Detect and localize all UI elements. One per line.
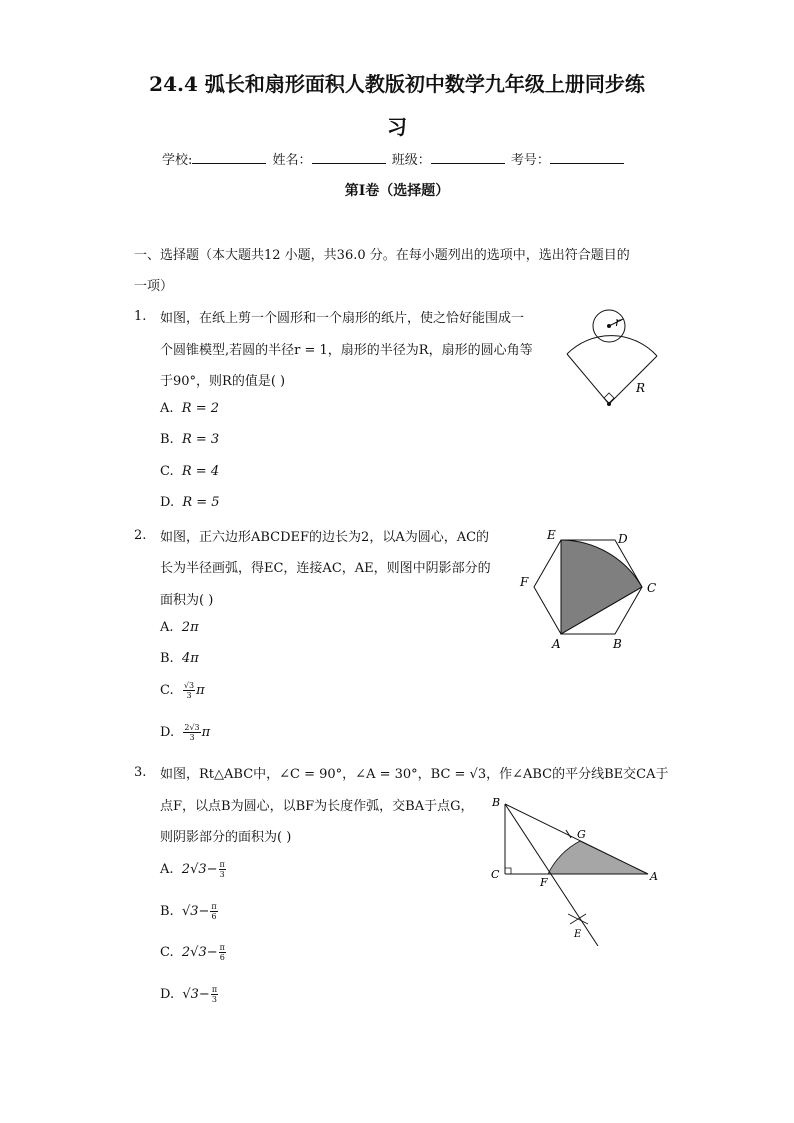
q3-label-B: B — [492, 796, 501, 809]
q1-number: 1. — [134, 309, 147, 324]
q2-line2: 长为半径画弧，得EC，连接AC，AE，则图中阴影部分的 — [160, 561, 491, 576]
q1-figure-sector-arc — [567, 336, 657, 356]
q3-label-C: C — [491, 868, 500, 881]
q2-label-F: F — [520, 575, 529, 589]
q3-label-G: G — [577, 828, 586, 841]
exam-no-label: 考号： — [510, 153, 550, 168]
q2-option-a[interactable]: A. 2π — [160, 620, 199, 635]
class-blank[interactable] — [431, 151, 505, 164]
q2-label-E: E — [547, 528, 556, 542]
q1-option-b[interactable]: B. R = 3 — [160, 432, 220, 447]
q3-number: 3. — [134, 765, 147, 780]
exam-no-blank[interactable] — [550, 151, 624, 164]
section-header-line2: 一项） — [134, 279, 174, 294]
doc-title-line2: 习 — [387, 115, 407, 139]
q3-figure-right-angle-mark — [505, 868, 511, 874]
name-label: 姓名： — [272, 153, 312, 168]
q1-option-a[interactable]: A. R = 2 — [160, 401, 220, 416]
q1-line1: 如图，在纸上剪一个圆形和一个扇形的纸片，使之恰好能围成一 — [160, 311, 525, 326]
doc-title-line1: 24.4 弧长和扇形面积人教版初中数学九年级上册同步练 — [149, 72, 645, 96]
q1-line2: 个圆锥模型,若圆的半径r = 1，扇形的半径为R，扇形的圆心角等 — [160, 343, 533, 358]
q2-line1: 如图，正六边形ABCDEF的边长为2，以A为圆心，AC的 — [160, 530, 490, 545]
q3-line1: 如图，Rt△ABC中，∠C = 90°，∠A = 30°，BC = √3，作∠ABC的平分线BE交CA于 — [160, 767, 669, 782]
q3-figure-bisector-be — [505, 804, 598, 946]
q1-line3: 于90°，则R的值是( ) — [160, 374, 286, 389]
part-title: 第Ⅰ卷（选择题） — [344, 183, 450, 199]
q2-option-b[interactable]: B. 4π — [160, 651, 199, 666]
q1-figure-cone-net — [562, 306, 662, 414]
q3-option-a[interactable]: A. 2√3− $\frac{\pi}{3}$ — [160, 860, 225, 879]
q2-option-c[interactable]: C. $\frac{√3}{3}$ π — [160, 681, 205, 700]
q2-option-d[interactable]: D. $\frac{2√3}{3}$ π — [160, 723, 211, 742]
q2-figure-shaded-sector — [561, 540, 642, 634]
q3-label-F: F — [540, 876, 548, 889]
class-label: 班级： — [391, 153, 431, 168]
section-header-line1: 一、选择题（本大题共12 小题，共36.0 分。在每小题列出的选项中，选出符合题目的 — [134, 248, 630, 263]
q1-figure-sector-center — [607, 402, 611, 406]
q2-label-B: B — [613, 637, 622, 651]
q3-line2: 点F，以点B为圆心，以BF为长度作弧，交BA于点G， — [160, 799, 474, 814]
q2-label-C: C — [647, 581, 657, 595]
q2-label-D: D — [618, 532, 628, 546]
q1-label-R: R — [636, 381, 646, 395]
q1-figure-right-angle-mark — [604, 393, 614, 403]
q3-figure-shaded-region — [548, 841, 648, 874]
q3-figure-triangle — [488, 796, 668, 946]
q3-line3: 则阴影部分的面积为( ) — [160, 830, 292, 845]
school-label: 学校: — [162, 153, 193, 168]
q1-label-r: r — [615, 315, 621, 329]
school-blank[interactable] — [192, 151, 266, 164]
student-info-fields — [162, 149, 626, 168]
q1-option-d[interactable]: D. R = 5 — [160, 495, 220, 510]
q1-option-c[interactable]: C. R = 4 — [160, 464, 220, 479]
q2-number: 2. — [134, 528, 147, 543]
q1-figure-sector-side-right — [609, 356, 657, 404]
q3-option-c[interactable]: C. 2√3− $\frac{\pi}{6}$ — [160, 943, 225, 962]
q3-label-A: A — [650, 870, 658, 883]
q3-option-b[interactable]: B. √3− $\frac{\pi}{6}$ — [160, 902, 217, 921]
name-blank[interactable] — [312, 151, 386, 164]
q3-label-E: E — [574, 929, 582, 940]
q1-figure-sector-side-left — [567, 354, 609, 404]
q2-label-A: A — [552, 637, 561, 651]
q2-figure-hexagon — [515, 526, 665, 652]
q2-line3: 面积为( ) — [160, 593, 214, 608]
q3-option-d[interactable]: D. √3− $\frac{\pi}{3}$ — [160, 985, 218, 1004]
